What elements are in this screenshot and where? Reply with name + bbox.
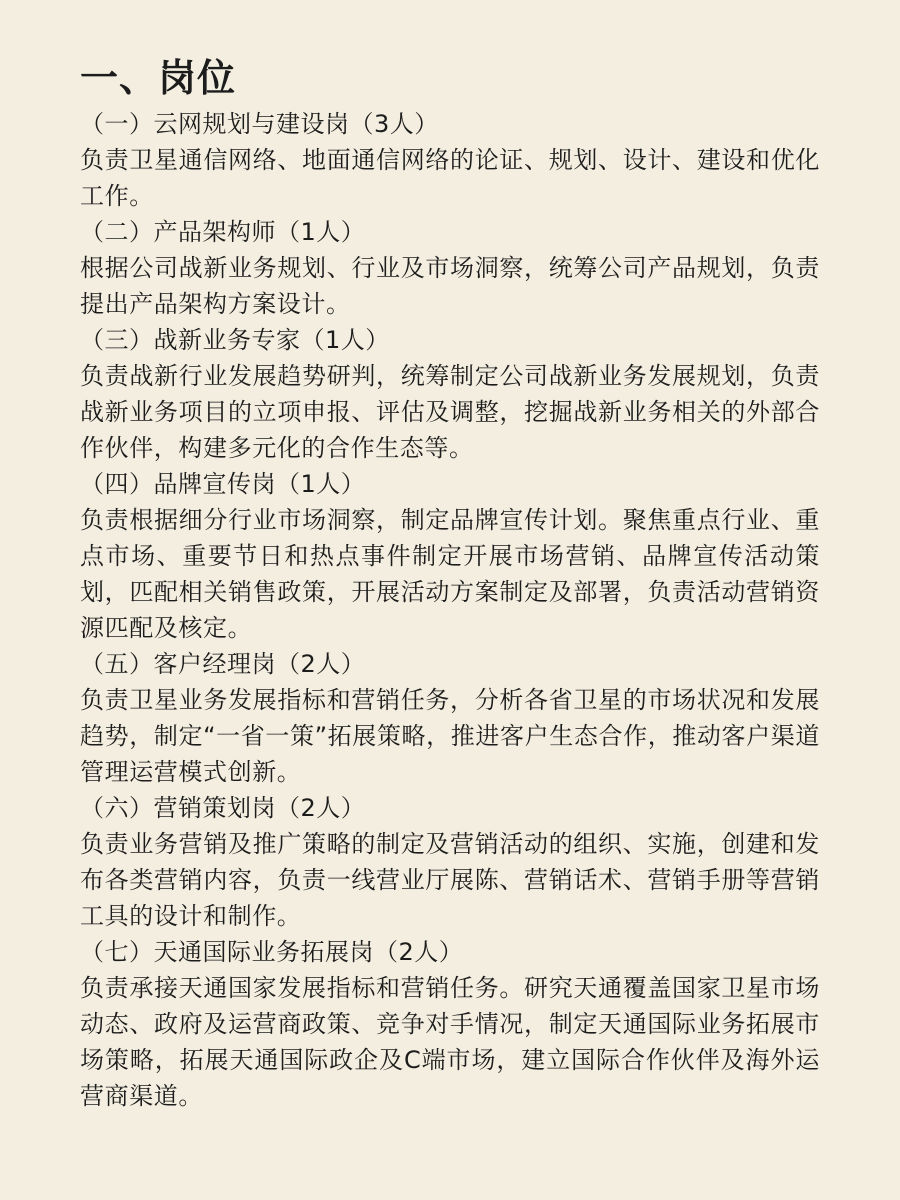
position-7 — [80, 934, 820, 1114]
position-2 — [80, 214, 820, 322]
position-4 — [80, 466, 820, 646]
position-description: 负责卫星通信网络、地面通信网络的论证、规划、设计、建设和优化工作。 — [80, 146, 820, 210]
position-heading: （五）客户经理岗（2人） — [80, 650, 366, 678]
position-description: 负责业务营销及推广策略的制定及营销活动的组织、实施，创建和发布各类营销内容，负责一线营业厅展陈、营销话术、营销手册等营销工具的设计和制作。 — [80, 830, 820, 930]
position-heading: （六）营销策划岗（2人） — [80, 794, 366, 822]
position-5 — [80, 646, 820, 790]
position-3 — [80, 322, 820, 466]
position-6 — [80, 790, 820, 934]
position-description: 负责卫星业务发展指标和营销任务，分析各省卫星的市场状况和发展趋势，制定“一省一策”拓展策略，推进客户生态合作，推动客户渠道管理运营模式创新。 — [80, 686, 820, 786]
position-heading: （三）战新业务专家（1人） — [80, 326, 390, 354]
position-description: 负责根据细分行业市场洞察，制定品牌宣传计划。聚焦重点行业、重点市场、重要节日和热点事件制定开展市场营销、品牌宣传活动策划，匹配相关销售政策，开展活动方案制定及部署，负责活动营销资源匹配及核定。 — [80, 506, 820, 642]
position-description: 负责承接天通国家发展指标和营销任务。研究天通覆盖国家卫星市场动态、政府及运营商政策、竞争对手情况，制定天通国际业务拓展市场策略，拓展天通国际政企及C端市场，建立国际合作伙伴及海外运营商渠道。 — [80, 974, 820, 1110]
position-heading: （一）云网规划与建设岗（3人） — [80, 110, 439, 138]
position-heading: （七）天通国际业务拓展岗（2人） — [80, 938, 464, 966]
position-description: 根据公司战新业务规划、行业及市场洞察，统筹公司产品规划，负责提出产品架构方案设计。 — [80, 254, 820, 318]
position-heading: （四）品牌宣传岗（1人） — [80, 470, 366, 498]
position-1 — [80, 106, 820, 214]
position-heading: （二）产品架构师（1人） — [80, 218, 366, 246]
position-description: 负责战新行业发展趋势研判，统筹制定公司战新业务发展规划，负责战新业务项目的立项申报、评估及调整，挖掘战新业务相关的外部合作伙伴，构建多元化的合作生态等。 — [80, 362, 820, 462]
section-title: 一、岗位 — [80, 56, 237, 100]
